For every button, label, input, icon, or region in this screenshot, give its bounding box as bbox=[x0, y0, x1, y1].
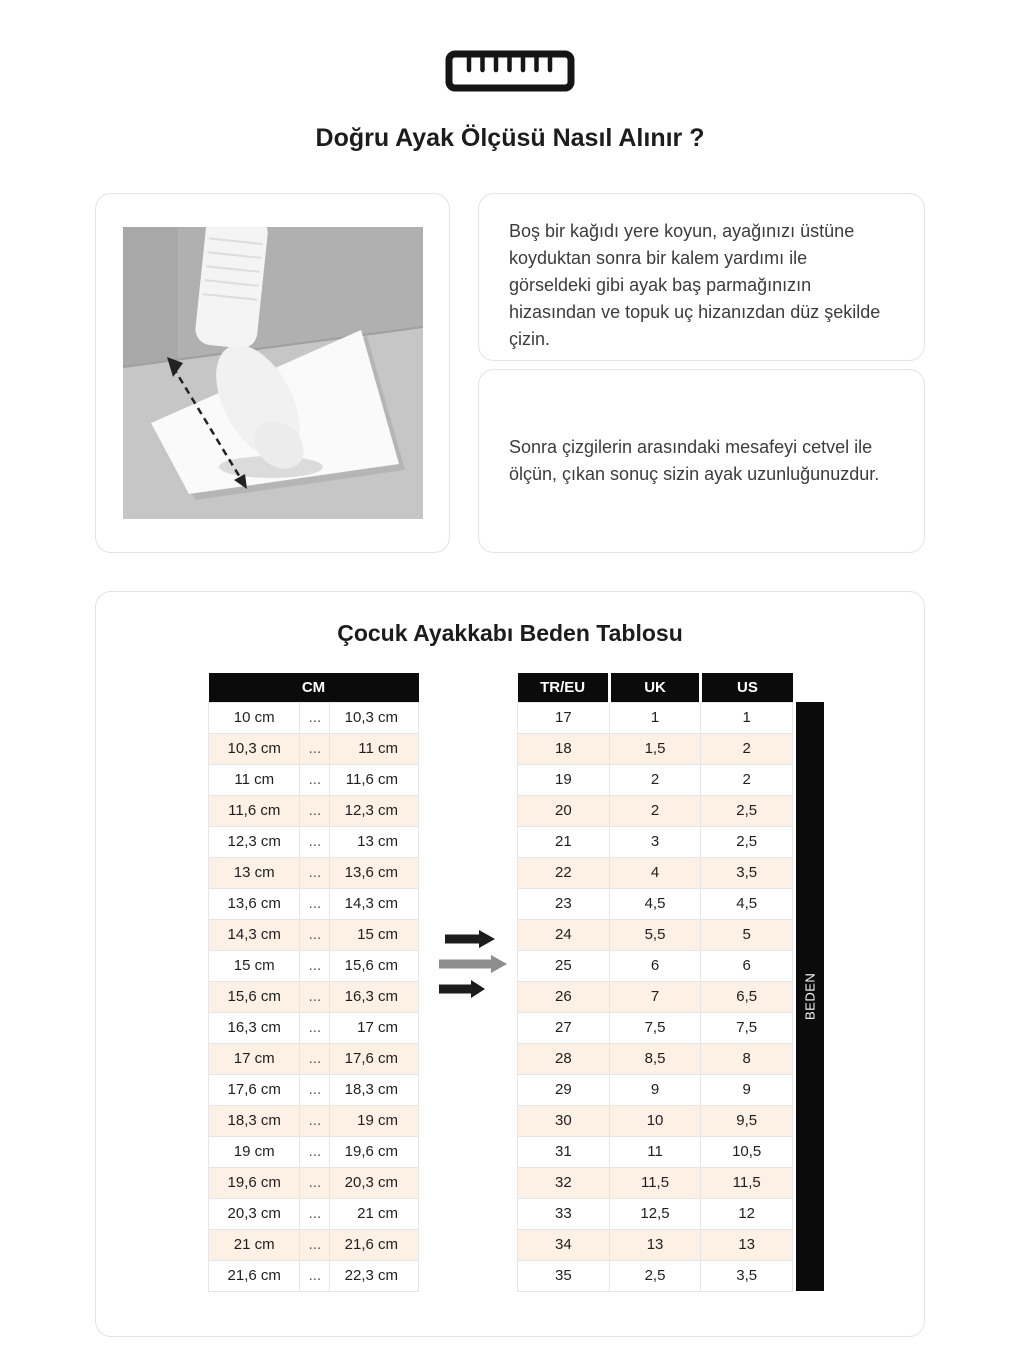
cm-from-cell: 20,3 cm bbox=[209, 1198, 300, 1229]
size-cell: 3,5 bbox=[701, 857, 793, 888]
size-table-row bbox=[518, 1105, 793, 1136]
cm-table-row bbox=[209, 826, 419, 857]
page-title: Doğru Ayak Ölçüsü Nasıl Alınır ? bbox=[315, 124, 705, 152]
size-table-row bbox=[518, 888, 793, 919]
size-cell: 18 bbox=[518, 733, 610, 764]
size-column-header: US bbox=[701, 673, 793, 702]
cm-table-row bbox=[209, 702, 419, 733]
size-cell: 4 bbox=[609, 857, 701, 888]
size-cell: 3,5 bbox=[701, 1260, 793, 1291]
cm-from-cell: 14,3 cm bbox=[209, 919, 300, 950]
cm-to-cell: 22,3 cm bbox=[330, 1260, 419, 1291]
cm-dots-cell: ... bbox=[300, 1012, 330, 1043]
size-table-row bbox=[518, 1012, 793, 1043]
size-column-header: UK bbox=[609, 673, 701, 702]
size-cell: 28 bbox=[518, 1043, 610, 1074]
size-column-header: TR/EU bbox=[518, 673, 610, 702]
size-cell: 26 bbox=[518, 981, 610, 1012]
cm-table-row bbox=[209, 981, 419, 1012]
cm-table-row bbox=[209, 1136, 419, 1167]
cm-to-cell: 12,3 cm bbox=[330, 795, 419, 826]
cm-from-cell: 17 cm bbox=[209, 1043, 300, 1074]
cm-table-row bbox=[209, 1074, 419, 1105]
size-cell: 21 bbox=[518, 826, 610, 857]
size-cell: 33 bbox=[518, 1198, 610, 1229]
cm-table-row bbox=[209, 1229, 419, 1260]
transfer-arrows-icon bbox=[439, 925, 509, 1008]
cm-from-cell: 13,6 cm bbox=[209, 888, 300, 919]
size-cell: 9 bbox=[609, 1074, 701, 1105]
cm-from-cell: 21 cm bbox=[209, 1229, 300, 1260]
size-cell: 2 bbox=[609, 764, 701, 795]
size-cell: 8,5 bbox=[609, 1043, 701, 1074]
size-cell: 2,5 bbox=[701, 826, 793, 857]
size-cell: 1 bbox=[609, 702, 701, 733]
how-to-measure-section bbox=[95, 193, 925, 553]
cm-table-row bbox=[209, 1260, 419, 1291]
cm-to-cell: 21,6 cm bbox=[330, 1229, 419, 1260]
size-cell: 24 bbox=[518, 919, 610, 950]
cm-table-row bbox=[209, 1105, 419, 1136]
size-cell: 9 bbox=[701, 1074, 793, 1105]
foot-measurement-illustration bbox=[95, 193, 450, 553]
cm-table-header-row bbox=[209, 673, 419, 702]
size-cell: 19 bbox=[518, 764, 610, 795]
cm-from-cell: 19,6 cm bbox=[209, 1167, 300, 1198]
size-cell: 7 bbox=[609, 981, 701, 1012]
cm-to-cell: 17,6 cm bbox=[330, 1043, 419, 1074]
size-table-row bbox=[518, 733, 793, 764]
size-cell: 5 bbox=[701, 919, 793, 950]
size-cell: 34 bbox=[518, 1229, 610, 1260]
size-table-row bbox=[518, 857, 793, 888]
cm-to-cell: 13,6 cm bbox=[330, 857, 419, 888]
size-cell: 10 bbox=[609, 1105, 701, 1136]
size-cell: 11,5 bbox=[609, 1167, 701, 1198]
size-cell: 4,5 bbox=[701, 888, 793, 919]
instruction-step-1-text: Boş bir kağıdı yere koyun, ayağınızı üstüne koyduktan sonra bir kalem yardımı ile görseldeki gibi ayak baş parmağınızın hizasından ve topuk uç hizanızdan düz şekilde çizin. bbox=[509, 221, 881, 349]
cm-table-row bbox=[209, 1198, 419, 1229]
instruction-step-2 bbox=[478, 369, 925, 553]
cm-to-cell: 16,3 cm bbox=[330, 981, 419, 1012]
cm-from-cell: 19 cm bbox=[209, 1136, 300, 1167]
cm-dots-cell: ... bbox=[300, 702, 330, 733]
size-cell: 10,5 bbox=[701, 1136, 793, 1167]
cm-dots-cell: ... bbox=[300, 733, 330, 764]
cm-table-row bbox=[209, 888, 419, 919]
size-cell: 29 bbox=[518, 1074, 610, 1105]
size-cell: 2 bbox=[701, 764, 793, 795]
size-cell: 11,5 bbox=[701, 1167, 793, 1198]
size-cell: 4,5 bbox=[609, 888, 701, 919]
size-table-row bbox=[518, 826, 793, 857]
size-cell: 6 bbox=[609, 950, 701, 981]
beden-side-label: BEDEN bbox=[796, 702, 824, 1291]
size-tables-layout bbox=[96, 673, 924, 1292]
cm-from-cell: 11,6 cm bbox=[209, 795, 300, 826]
size-cell: 1 bbox=[701, 702, 793, 733]
cm-table bbox=[208, 673, 419, 1292]
cm-from-cell: 15,6 cm bbox=[209, 981, 300, 1012]
size-cell: 9,5 bbox=[701, 1105, 793, 1136]
cm-from-cell: 15 cm bbox=[209, 950, 300, 981]
cm-table-row bbox=[209, 919, 419, 950]
size-cell: 27 bbox=[518, 1012, 610, 1043]
size-table-row bbox=[518, 702, 793, 733]
size-cell: 31 bbox=[518, 1136, 610, 1167]
cm-to-cell: 15 cm bbox=[330, 919, 419, 950]
size-cell: 22 bbox=[518, 857, 610, 888]
cm-dots-cell: ... bbox=[300, 888, 330, 919]
cm-to-cell: 10,3 cm bbox=[330, 702, 419, 733]
cm-dots-cell: ... bbox=[300, 1043, 330, 1074]
cm-to-cell: 13 cm bbox=[330, 826, 419, 857]
size-cell: 23 bbox=[518, 888, 610, 919]
cm-column-header: CM bbox=[209, 673, 419, 702]
cm-dots-cell: ... bbox=[300, 1074, 330, 1105]
size-cell: 30 bbox=[518, 1105, 610, 1136]
cm-to-cell: 11 cm bbox=[330, 733, 419, 764]
size-table-row bbox=[518, 1167, 793, 1198]
cm-dots-cell: ... bbox=[300, 1167, 330, 1198]
cm-dots-cell: ... bbox=[300, 826, 330, 857]
cm-table-row bbox=[209, 857, 419, 888]
size-table-row bbox=[518, 795, 793, 826]
size-table bbox=[517, 673, 793, 1292]
cm-table-row bbox=[209, 1167, 419, 1198]
size-cell: 12,5 bbox=[609, 1198, 701, 1229]
cm-dots-cell: ... bbox=[300, 950, 330, 981]
size-cell: 2 bbox=[609, 795, 701, 826]
cm-to-cell: 21 cm bbox=[330, 1198, 419, 1229]
cm-from-cell: 12,3 cm bbox=[209, 826, 300, 857]
cm-from-cell: 13 cm bbox=[209, 857, 300, 888]
instruction-step-1 bbox=[478, 193, 925, 361]
size-table-row bbox=[518, 1136, 793, 1167]
cm-dots-cell: ... bbox=[300, 1136, 330, 1167]
size-cell: 2,5 bbox=[609, 1260, 701, 1291]
cm-table-row bbox=[209, 764, 419, 795]
size-table-row bbox=[518, 919, 793, 950]
size-table-row bbox=[518, 950, 793, 981]
cm-to-cell: 18,3 cm bbox=[330, 1074, 419, 1105]
size-cell: 11 bbox=[609, 1136, 701, 1167]
size-table-row bbox=[518, 1229, 793, 1260]
instruction-step-2-text: Sonra çizgilerin arasındaki mesafeyi cetvel ile ölçün, çıkan sonuç sizin ayak uzunluğunuzdur. bbox=[509, 437, 880, 484]
cm-dots-cell: ... bbox=[300, 981, 330, 1012]
size-cell: 25 bbox=[518, 950, 610, 981]
cm-dots-cell: ... bbox=[300, 764, 330, 795]
cm-to-cell: 19 cm bbox=[330, 1105, 419, 1136]
instruction-column bbox=[478, 193, 925, 553]
cm-table-row bbox=[209, 1012, 419, 1043]
cm-table-row bbox=[209, 1043, 419, 1074]
size-cell: 35 bbox=[518, 1260, 610, 1291]
size-cell: 13 bbox=[609, 1229, 701, 1260]
cm-dots-cell: ... bbox=[300, 1198, 330, 1229]
cm-table-row bbox=[209, 795, 419, 826]
cm-to-cell: 15,6 cm bbox=[330, 950, 419, 981]
cm-to-cell: 20,3 cm bbox=[330, 1167, 419, 1198]
cm-from-cell: 17,6 cm bbox=[209, 1074, 300, 1105]
size-table-row bbox=[518, 1074, 793, 1105]
cm-from-cell: 18,3 cm bbox=[209, 1105, 300, 1136]
cm-to-cell: 17 cm bbox=[330, 1012, 419, 1043]
cm-from-cell: 16,3 cm bbox=[209, 1012, 300, 1043]
size-table-card bbox=[95, 591, 925, 1337]
size-cell: 5,5 bbox=[609, 919, 701, 950]
cm-dots-cell: ... bbox=[300, 1260, 330, 1291]
size-cell: 7,5 bbox=[609, 1012, 701, 1043]
cm-to-cell: 11,6 cm bbox=[330, 764, 419, 795]
cm-to-cell: 19,6 cm bbox=[330, 1136, 419, 1167]
size-cell: 6 bbox=[701, 950, 793, 981]
size-cell: 2,5 bbox=[701, 795, 793, 826]
size-cell: 12 bbox=[701, 1198, 793, 1229]
size-table-row bbox=[518, 1260, 793, 1291]
ruler-icon bbox=[0, 0, 1020, 92]
size-cell: 3 bbox=[609, 826, 701, 857]
size-cell: 32 bbox=[518, 1167, 610, 1198]
size-cell: 20 bbox=[518, 795, 610, 826]
size-cell: 2 bbox=[701, 733, 793, 764]
size-cell: 1,5 bbox=[609, 733, 701, 764]
cm-dots-cell: ... bbox=[300, 1229, 330, 1260]
cm-from-cell: 21,6 cm bbox=[209, 1260, 300, 1291]
cm-from-cell: 10,3 cm bbox=[209, 733, 300, 764]
cm-dots-cell: ... bbox=[300, 795, 330, 826]
cm-dots-cell: ... bbox=[300, 919, 330, 950]
cm-table-row bbox=[209, 733, 419, 764]
size-cell: 7,5 bbox=[701, 1012, 793, 1043]
size-table-row bbox=[518, 1198, 793, 1229]
cm-dots-cell: ... bbox=[300, 1105, 330, 1136]
cm-dots-cell: ... bbox=[300, 857, 330, 888]
size-table-header-row bbox=[518, 673, 793, 702]
cm-to-cell: 14,3 cm bbox=[330, 888, 419, 919]
cm-from-cell: 11 cm bbox=[209, 764, 300, 795]
size-cell: 17 bbox=[518, 702, 610, 733]
size-table-row bbox=[518, 1043, 793, 1074]
size-cell: 13 bbox=[701, 1229, 793, 1260]
size-table-title: Çocuk Ayakkabı Beden Tablosu bbox=[337, 620, 683, 646]
size-table-row bbox=[518, 981, 793, 1012]
cm-from-cell: 10 cm bbox=[209, 702, 300, 733]
cm-table-row bbox=[209, 950, 419, 981]
size-cell: 6,5 bbox=[701, 981, 793, 1012]
size-cell: 8 bbox=[701, 1043, 793, 1074]
size-table-row bbox=[518, 764, 793, 795]
